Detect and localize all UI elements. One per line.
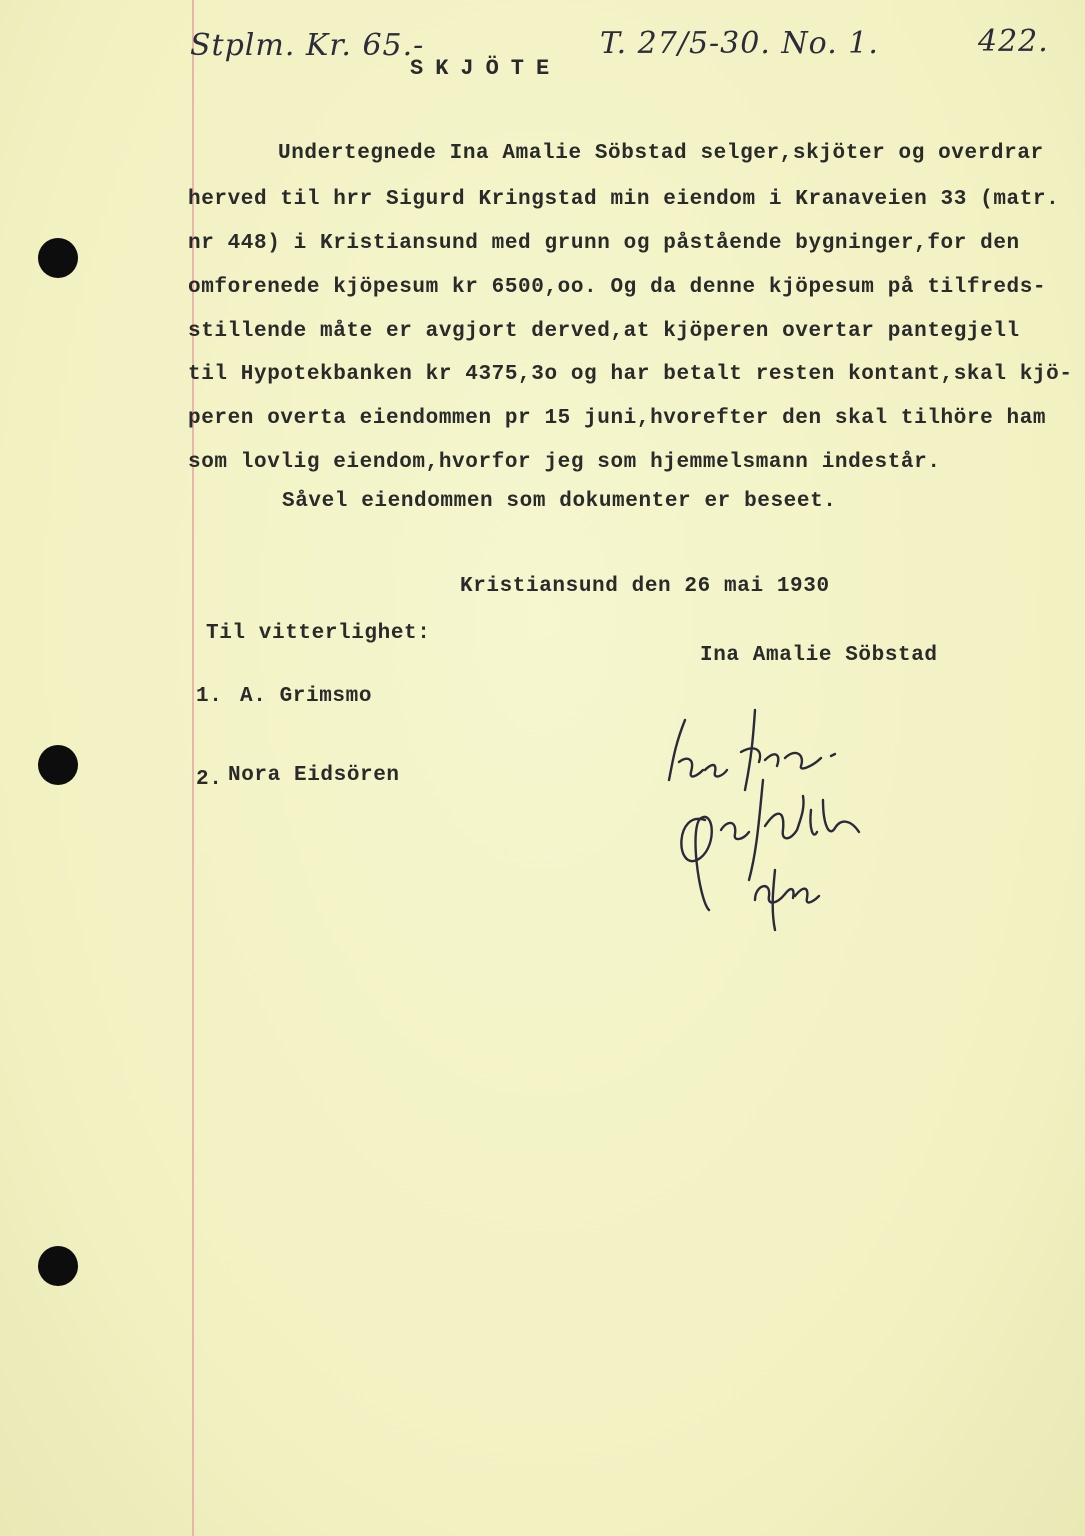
- body-line: stillende måte er avgjort derved,at kjöperen overtar pantegjell: [188, 320, 1020, 343]
- witness-name: Nora Eidsören: [228, 764, 400, 787]
- punch-hole: [38, 238, 78, 278]
- body-line: Undertegnede Ina Amalie Söbstad selger,skjöter og overdrar: [278, 142, 1044, 165]
- witness-heading: Til vitterlighet:: [206, 622, 431, 645]
- handwritten-signature: [645, 700, 885, 940]
- place-date: Kristiansund den 26 mai 1930: [460, 575, 830, 598]
- body-line: nr 448) i Kristiansund med grunn og påstående bygninger,for den: [188, 232, 1020, 255]
- witness-number: 1.: [196, 685, 223, 708]
- registration-note: T. 27/5-30. No. 1.: [600, 26, 879, 61]
- signer-name: Ina Amalie Söbstad: [700, 644, 938, 667]
- stamp-note: Stplm. Kr. 65.-: [190, 28, 425, 63]
- body-line: omforenede kjöpesum kr 6500,oo. Og da denne kjöpesum på tilfreds-: [188, 276, 1047, 299]
- document-title: SKJÖTE: [410, 56, 562, 81]
- body-line: peren overta eiendommen pr 15 juni,hvorefter den skal tilhöre ham: [188, 407, 1047, 430]
- page-number: 422.: [978, 24, 1049, 59]
- body-line: som lovlig eiendom,hvorfor jeg som hjemmelsmann indestår.: [188, 451, 941, 474]
- punch-hole: [38, 1246, 78, 1286]
- body-line: herved til hrr Sigurd Kringstad min eiendom i Kranaveien 33 (matr.: [188, 188, 1060, 211]
- witness-number: 2.: [196, 768, 223, 791]
- closing-line: Såvel eiendommen som dokumenter er beseet.: [282, 490, 837, 513]
- witness-name: A. Grimsmo: [240, 685, 373, 708]
- punch-hole: [38, 745, 78, 785]
- body-line: til Hypotekbanken kr 4375,3o og har betalt resten kontant,skal kjö-: [188, 363, 1073, 386]
- margin-line: [192, 0, 194, 1536]
